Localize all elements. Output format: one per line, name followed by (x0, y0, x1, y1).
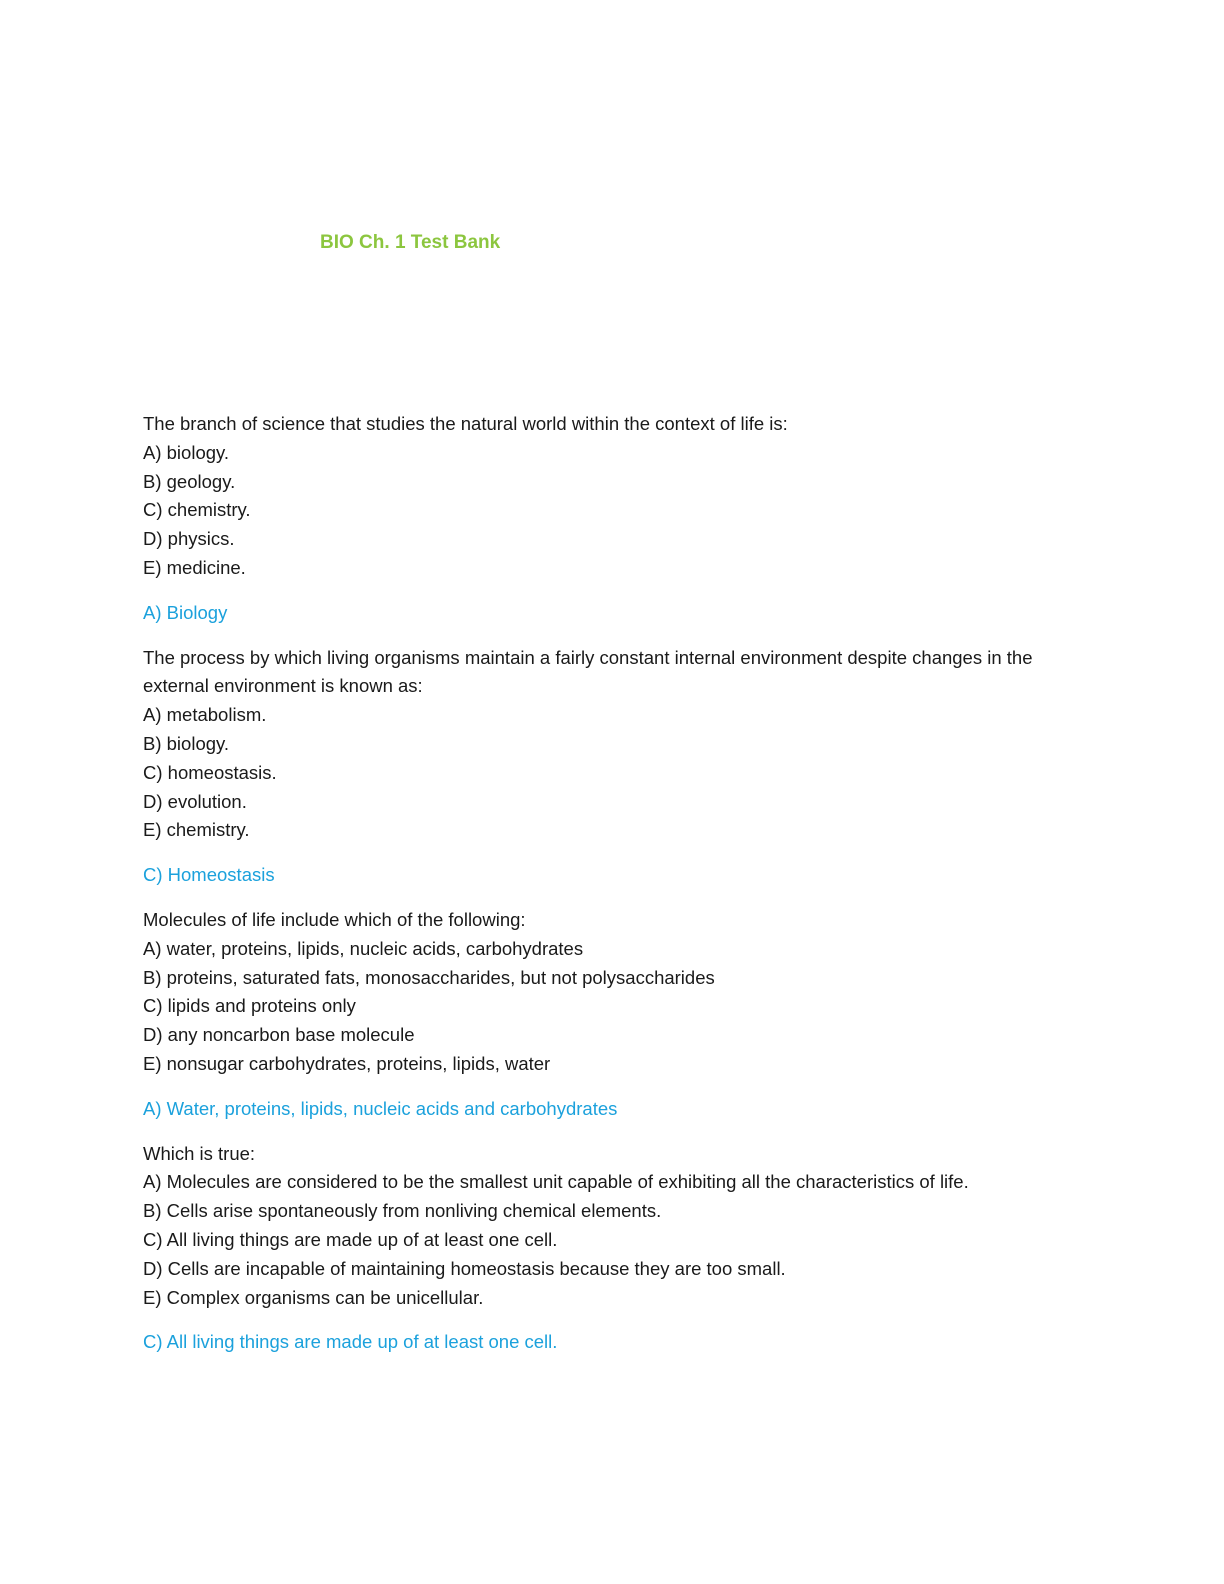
answer-option: D) physics. (143, 528, 235, 550)
question-4 (143, 1140, 1083, 1358)
document-title: BIO Ch. 1 Test Bank (320, 232, 501, 253)
question-2 (143, 644, 1083, 890)
answer-option: B) proteins, saturated fats, monosaccharides, but not polysaccharides (143, 966, 715, 988)
answer-option: E) medicine. (143, 556, 246, 578)
correct-answer: C) Homeostasis (143, 864, 275, 886)
correct-answer: A) Water, proteins, lipids, nucleic acids and carbohydrates (143, 1097, 618, 1119)
answer-option: D) evolution. (143, 790, 247, 812)
answer-option: E) chemistry. (143, 819, 250, 841)
question-text: Molecules of life include which of the following: (143, 908, 526, 930)
correct-answer: A) Biology (143, 601, 228, 623)
answer-option: C) chemistry. (143, 499, 251, 521)
question-1 (143, 410, 1083, 628)
question-3 (143, 906, 1083, 1124)
question-text: The branch of science that studies the natural world within the context of life is: (143, 413, 788, 434)
answer-option: C) lipids and proteins only (143, 995, 356, 1017)
answer-option: B) biology. (143, 732, 230, 754)
answer-option: E) Complex organisms can be unicellular. (143, 1286, 484, 1308)
answer-option: B) Cells arise spontaneously from nonliving chemical elements. (143, 1200, 662, 1222)
correct-answer: C) All living things are made up of at least one cell. (143, 1331, 558, 1353)
answer-option: C) homeostasis. (143, 761, 277, 783)
answer-option: A) biology. (143, 441, 230, 463)
answer-option: A) Molecules are considered to be the smallest unit capable of exhibiting all the characteristics of life. (143, 1171, 969, 1193)
answer-option: D) any noncarbon base molecule (143, 1024, 415, 1046)
answer-option: A) metabolism. (143, 704, 267, 726)
answer-option: D) Cells are incapable of maintaining homeostasis because they are too small. (143, 1257, 786, 1279)
question-text: The process by which living organisms maintain a fairly constant internal environment despite changes in the external environment is known as: (143, 646, 1033, 697)
answer-option: B) geology. (143, 470, 236, 492)
question-text: Which is true: (143, 1142, 256, 1164)
answer-option: A) water, proteins, lipids, nucleic acids, carbohydrates (143, 937, 584, 959)
question-list (143, 410, 1083, 1373)
answer-option: E) nonsugar carbohydrates, proteins, lipids, water (143, 1052, 551, 1074)
answer-option: C) All living things are made up of at least one cell. (143, 1228, 558, 1250)
